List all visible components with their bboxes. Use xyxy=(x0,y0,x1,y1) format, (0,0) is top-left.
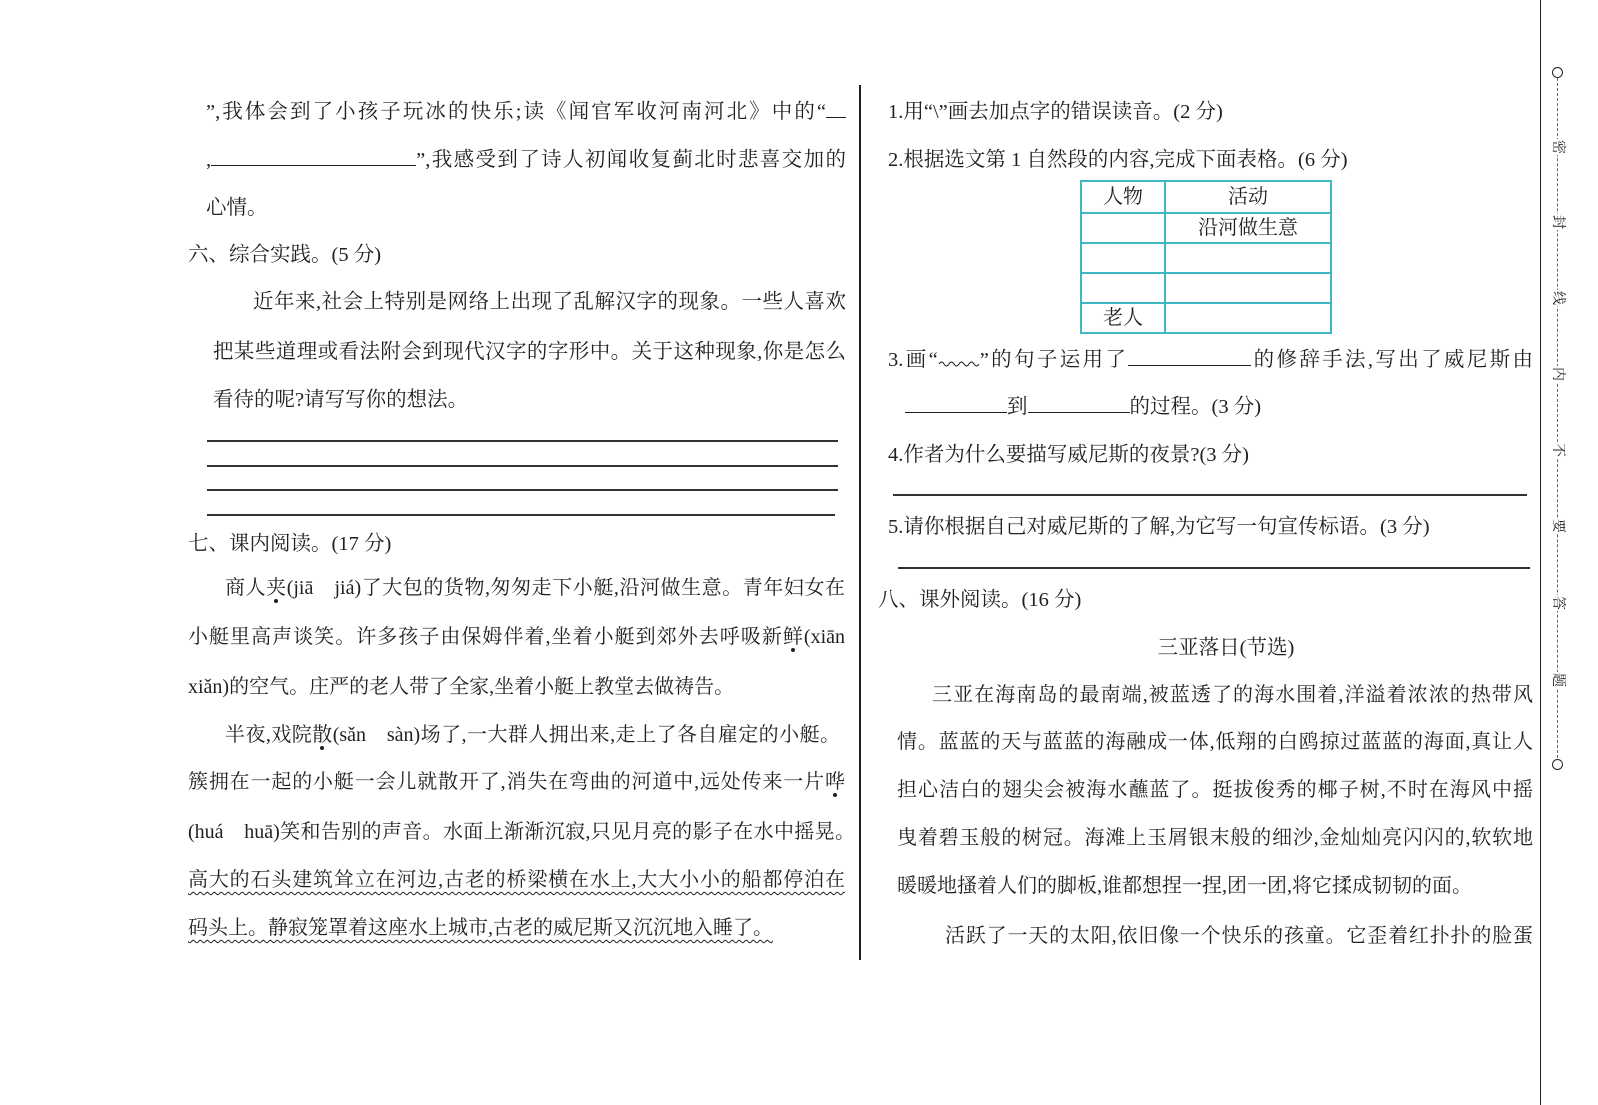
seal-char: 题 xyxy=(1550,673,1565,687)
table-row xyxy=(1081,243,1331,273)
answer-line[interactable] xyxy=(207,489,838,491)
column-divider xyxy=(859,85,861,960)
question-1: 1.用“\”画去加点字的错误读音。(2 分) xyxy=(888,101,1223,123)
passage-line: 三亚在海南岛的最南端,被蓝透了的海水围着,洋溢着浓浓的热带风 xyxy=(932,684,1533,706)
passage-line xyxy=(188,622,845,652)
wavy-underlined-sentence: 高大的石头建筑耸立在河边,古老的桥梁横在水上,大大小小的船都停泊在 xyxy=(188,869,845,891)
passage-line xyxy=(225,720,840,750)
prompt-line: 近年来,社会上特别是网络上出现了乱解汉字的现象。一些人喜欢 xyxy=(253,291,846,313)
seal-char: 不 xyxy=(1550,443,1565,457)
answer-line[interactable] xyxy=(207,514,835,516)
seal-char: 要 xyxy=(1550,519,1565,533)
seal-char: 密 xyxy=(1550,140,1565,154)
passage-text: 簇拥在一起的小艇一会儿就散开了,消失在弯曲的河道中,远处传来一片 xyxy=(188,771,825,793)
table-cell-answer[interactable] xyxy=(1165,303,1331,333)
poem-fill-text: ”,我感受到了诗人初闻收复蓟北时悲喜交加的 xyxy=(416,149,846,171)
answer-line[interactable] xyxy=(207,465,838,467)
passage-line: 担心洁白的翅尖会被海水蘸蓝了。挺拔俊秀的椰子树,不时在海风中摇 xyxy=(897,779,1533,801)
table-header-row xyxy=(1081,181,1331,213)
question-3-text: 的修辞手法,写出了威尼斯由 xyxy=(1251,349,1533,371)
table-row xyxy=(1081,273,1331,303)
seal-circle-icon xyxy=(1552,67,1563,78)
question-3-text: 3.画“ xyxy=(888,349,938,371)
passage-line-wavy xyxy=(188,913,773,943)
table-cell: 沿河做生意 xyxy=(1165,213,1331,243)
table-cell: 老人 xyxy=(1081,303,1165,333)
passage-line: xiǎn)的空气。庄严的老人带了全家,坐着小艇上教堂去做祷告。 xyxy=(188,676,735,698)
passage-line: 情。蓝蓝的天与蓝蓝的海融成一体,低翔的白鸥掠过蓝蓝的海面,真让人 xyxy=(897,731,1533,753)
table-cell-answer[interactable] xyxy=(1081,213,1165,243)
question-3-text: 的过程。(3 分) xyxy=(1129,396,1262,418)
character-activity-table xyxy=(1080,180,1332,334)
table-row xyxy=(1081,303,1331,333)
margin-border-line xyxy=(1540,0,1541,1105)
prompt-line: 看待的呢?请写写你的想法。 xyxy=(213,389,469,411)
table-cell-answer[interactable] xyxy=(1165,243,1331,273)
passage-line xyxy=(225,573,845,603)
passage-text: (sǎn sàn)场了,一大群人拥出来,走上了各自雇定的小艇。 xyxy=(332,724,841,746)
passage-line: 暖暖地搔着人们的脚板,谁都想捏一捏,团一团,将它揉成韧韧的面。 xyxy=(897,875,1472,897)
question-3-text: 到 xyxy=(1007,396,1028,418)
question-3-text: ”的句子运用了 xyxy=(979,349,1129,371)
section-heading-6: 六、综合实践。(5 分) xyxy=(188,244,382,266)
passage-text: 小艇里高声谈笑。许多孩子由保姆伴着,坐着小艇到郊外去呼吸新 xyxy=(188,626,783,648)
answer-blank-rhetoric[interactable] xyxy=(1128,347,1251,366)
poem-fill-text: , xyxy=(206,149,212,171)
answer-line[interactable] xyxy=(207,440,838,442)
table-header-cell: 活动 xyxy=(1165,181,1331,213)
question-4: 4.作者为什么要描写威尼斯的夜景?(3 分) xyxy=(888,444,1250,466)
passage-line: (huá huā)笑和告别的声音。水面上渐渐沉寂,只见月亮的影子在水中摇晃。 xyxy=(188,821,855,843)
poem-fill-line-2 xyxy=(206,145,846,175)
answer-blank-poem-2[interactable] xyxy=(211,147,416,166)
seal-char: 封 xyxy=(1550,215,1565,229)
passage-line: 曳着碧玉般的树冠。海滩上玉屑银末般的细沙,金灿灿亮闪闪的,软软地 xyxy=(897,827,1533,849)
question-5: 5.请你根据自己对威尼斯的了解,为它写一句宣传标语。(3 分) xyxy=(888,516,1430,538)
passage-text: (jiā jiá)了大包的货物,匆匆走下小艇,沿河做生意。青年妇女在 xyxy=(286,577,846,599)
wavy-underlined-sentence: 码头上。静寂笼罩着这座水上城市,古老的威尼斯又沉沉地入睡了。 xyxy=(188,917,773,939)
seal-dashed-line xyxy=(1557,78,1558,758)
wavy-line-icon xyxy=(938,360,980,368)
table-header-cell: 人物 xyxy=(1081,181,1165,213)
section-heading-8: 八、课外阅读。(16 分) xyxy=(878,589,1082,611)
passage-line xyxy=(188,767,845,797)
answer-line[interactable] xyxy=(893,494,1527,496)
dotted-character: 夹 xyxy=(266,577,287,599)
seal-circle-icon xyxy=(1552,759,1563,770)
passage-text: (xiān xyxy=(803,626,846,648)
poem-fill-text: ”,我体会到了小孩子玩冰的快乐;读《闻官军收河南河北》中的“ xyxy=(206,101,826,123)
answer-blank-from[interactable] xyxy=(905,394,1007,413)
poem-fill-line-3: 心情。 xyxy=(206,197,268,219)
poem-fill-line-1 xyxy=(206,97,846,127)
table-row xyxy=(1081,213,1331,243)
passage-text: 商人 xyxy=(225,577,267,599)
question-3-line-1 xyxy=(888,345,1533,375)
passage-line: 活跃了一天的太阳,依旧像一个快乐的孩童。它歪着红扑扑的脸蛋 xyxy=(945,925,1533,947)
prompt-line: 把某些道理或看法附会到现代汉字的字形中。关于这种现象,你是怎么 xyxy=(213,341,846,363)
passage-text: 半夜,戏院 xyxy=(225,724,313,746)
dotted-character: 哗 xyxy=(825,771,845,793)
dotted-character: 鲜 xyxy=(782,626,804,648)
table-cell-answer[interactable] xyxy=(1081,273,1165,303)
seal-char: 答 xyxy=(1550,596,1565,610)
passage-title: 三亚落日(节选) xyxy=(1157,637,1295,659)
question-2: 2.根据选文第 1 自然段的内容,完成下面表格。(6 分) xyxy=(888,149,1348,171)
question-3-line-2 xyxy=(905,392,1261,422)
passage-line-wavy xyxy=(188,865,845,895)
answer-blank-to[interactable] xyxy=(1028,394,1130,413)
answer-blank-poem-1[interactable] xyxy=(826,99,846,118)
seal-char: 内 xyxy=(1550,367,1565,381)
dotted-character: 散 xyxy=(312,724,333,746)
answer-line[interactable] xyxy=(898,567,1530,569)
section-heading-7: 七、课内阅读。(17 分) xyxy=(188,533,392,555)
table-cell-answer[interactable] xyxy=(1165,273,1331,303)
seal-char: 线 xyxy=(1550,291,1565,305)
table-cell-answer[interactable] xyxy=(1081,243,1165,273)
